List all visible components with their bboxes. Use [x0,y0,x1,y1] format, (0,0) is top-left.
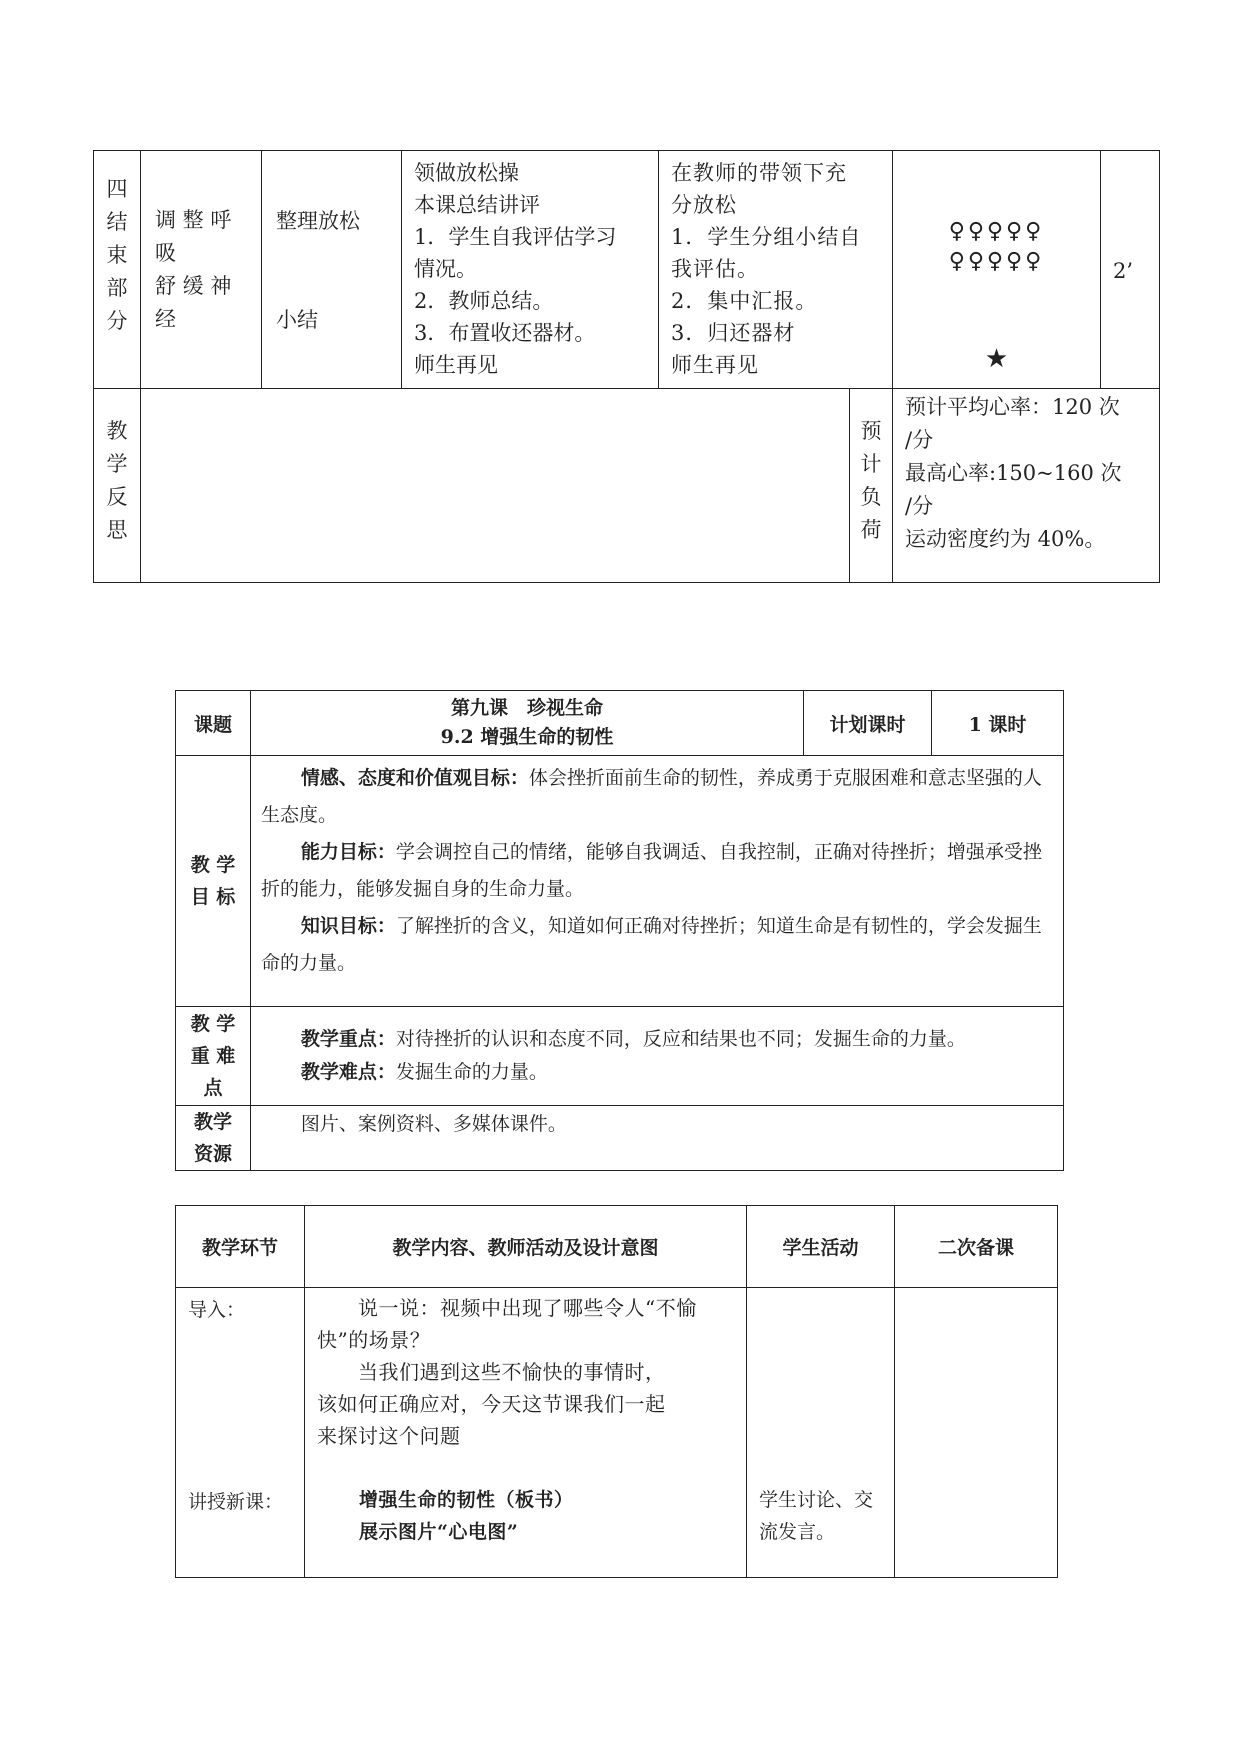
intro-line: 说一说：视频中出现了哪些令人“不愉 [317,1296,697,1320]
teacher-line: 师生再见 [414,353,498,377]
goal-knowledge: 知识目标：了解挫折的含义，知道如何正确对待挫折；知道生命是有韧性的，学会发掘生命的力量。 [261,915,1042,974]
student-line: 1．学生分组小结自 [671,225,862,249]
goals-content [251,756,1064,1007]
reflection-char: 反 [106,485,128,509]
keypoints-label: 教 学 重 难 点 [176,1007,251,1106]
load-line: /分 [905,494,934,518]
intro-line: 来探讨这个问题 [317,1424,461,1448]
reflection-char: 教 [106,419,128,443]
goal-affective: 情感、态度和价值观目标：体会挫折面前生命的韧性，养成勇于克服困难和意志坚强的人生态度。 [261,767,1042,826]
goal-line: 舒 缓 神 [155,274,232,298]
reflection-label-cell [94,389,141,583]
teacher-line: 1．学生自我评估学习 [414,225,617,249]
load-line: 最高心率:150~160 次 [905,461,1122,485]
header-stage: 教学环节 [176,1206,305,1288]
student-line: 学生讨论、交 [759,1489,874,1511]
hours-value: 1 课时 [932,691,1064,756]
hours-label: 计划课时 [804,691,932,756]
resources-content [251,1106,1064,1171]
goal-cell [141,151,262,389]
reflection-char: 学 [106,452,128,476]
goals-label: 教 学 目 标 [176,756,251,1007]
section-char: 部 [106,276,128,300]
teacher-activity-cell [402,151,659,389]
new-lesson-line: 展示图片“心电图” [359,1521,519,1543]
student-line: 流发言。 [759,1521,836,1543]
content-cell [262,151,402,389]
reflection-content-cell [141,389,850,583]
goal-line: 经 [155,307,176,331]
lesson-info-table [175,690,1064,1171]
student-line: 2．集中汇报。 [671,289,818,313]
section-char: 四 [106,177,128,201]
new-lesson-label: 讲授新课： [188,1491,284,1513]
lesson-title-line1: 第九课 珍视生命 [450,697,603,719]
resources-label: 教学 资源 [176,1106,251,1171]
time-cell [1101,151,1160,389]
load-line: /分 [905,428,934,452]
load-label-cell [850,389,893,583]
teacher-line: 3．布置收还器材。 [414,321,596,345]
key-point: 教学重点：对待挫折的认识和态度不同，反应和结果也不同；发掘生命的力量。 [300,1028,966,1050]
header-revision: 二次备课 [895,1206,1058,1288]
resources-text: 图片、案例资料、多媒体课件。 [300,1113,567,1135]
teaching-process-table [175,1205,1058,1578]
teacher-line: 领做放松操 [414,161,519,185]
content-top: 整理放松 [276,209,360,233]
keypoints-content [251,1007,1064,1106]
formation-cell [893,151,1101,389]
student-line: 在教师的带领下充 [671,161,847,185]
teacher-line: 2．教师总结。 [414,289,554,313]
load-char: 荷 [860,518,882,542]
lesson-title [251,691,804,756]
intro-line: 快”的场景？ [317,1328,431,1352]
student-line: 分放松 [671,193,737,217]
content-bottom: 小结 [276,308,318,332]
formation-row: ♀♀♀♀♀ [948,249,1045,274]
reflection-char: 思 [106,518,128,542]
header-content: 教学内容、教师活动及设计意图 [305,1206,747,1288]
new-lesson-block [317,1484,746,1548]
header-student: 学生活动 [747,1206,895,1288]
student-activity-cell [659,151,893,389]
load-char: 预 [860,419,882,443]
time-value: 2’ [1113,259,1134,283]
student-formation [893,217,1100,277]
intro-label: 导入： [188,1299,246,1321]
teacher-line: 情况。 [414,257,477,281]
teacher-line: 本课总结讲评 [414,193,540,217]
lesson-title-line2: 9.2 增强生命的韧性 [440,726,614,748]
intro-line: 当我们遇到这些不愉快的事情时， [317,1360,666,1384]
revision-cell [895,1288,1058,1578]
content-cell [305,1288,747,1578]
stage-cell [176,1288,305,1578]
section-char: 束 [106,243,128,267]
goal-line: 吸 [155,241,176,265]
teacher-position-icon: ★ [984,344,1009,374]
formation-row: ♀♀♀♀♀ [948,219,1045,244]
load-content-cell [893,389,1160,583]
student-line: 我评估。 [671,257,759,281]
student-line: 3．归还器材 [671,321,796,345]
section-char: 分 [106,309,128,333]
section-label-cell [94,151,141,389]
lesson-plan-end-table [93,150,1160,583]
goal-ability: 能力目标：学会调控自己的情绪，能够自我调适、自我控制，正确对待挫折；增强承受挫折的能力，能够发掘自身的生命力量。 [261,841,1042,900]
student-line: 师生再见 [671,353,759,377]
load-char: 负 [860,485,882,509]
goal-line: 调 整 呼 [155,208,232,232]
section-char: 结 [106,210,128,234]
new-lesson-line: 增强生命的韧性（板书） [359,1489,574,1511]
load-line: 运动密度约为 40%。 [905,527,1106,551]
topic-label: 课题 [176,691,251,756]
difficult-point: 教学难点：发掘生命的力量。 [300,1061,548,1083]
student-cell [747,1288,895,1578]
intro-line: 该如何正确应对，今天这节课我们一起 [317,1392,666,1416]
load-char: 计 [860,452,882,476]
load-line: 预计平均心率：120 次 [905,395,1120,419]
